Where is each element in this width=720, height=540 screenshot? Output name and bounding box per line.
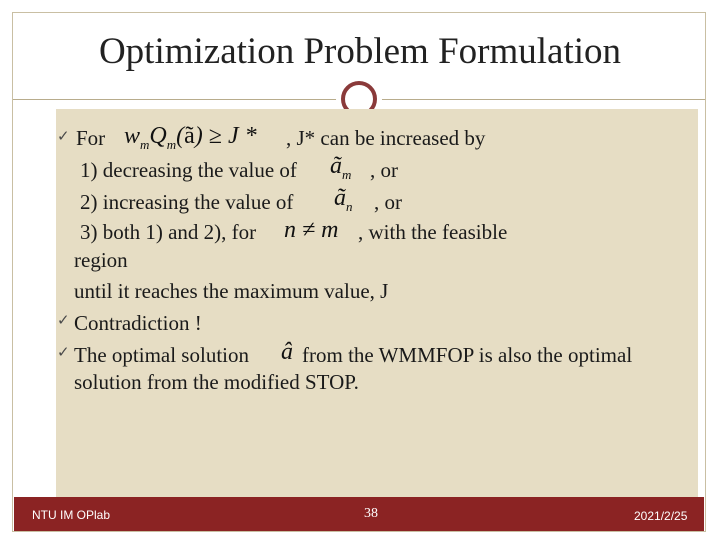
- line-both: 3) both 1) and 2), for: [80, 220, 257, 244]
- bullet-1-prefix: For: [76, 126, 106, 150]
- bullet-1-suffix: , J* can be increased by: [286, 126, 486, 150]
- footer-date: 2021/2/25: [634, 509, 688, 523]
- formula-wmQm: $w_mQ_m(ã) \ge J$ *: [124, 123, 257, 152]
- formula-a-m: $ã_m$: [330, 153, 352, 182]
- check-icon: ✓: [57, 345, 70, 361]
- footer-page-number: 38: [364, 506, 378, 521]
- line-decreasing: 1) decreasing the value of: [80, 158, 297, 182]
- formula-n-neq-m: n ≠ m: [284, 217, 339, 243]
- line-decreasing-suffix: , or: [370, 158, 398, 182]
- bullet-3-suffix: from the WMMFOP is also the optimal: [302, 343, 633, 367]
- footer-lab-name: NTU IM OPlab: [32, 508, 111, 522]
- formula-a-hat: â: [281, 339, 293, 365]
- bullet-3-prefix: The optimal solution: [74, 343, 249, 367]
- line-both-suffix: , with the feasible: [358, 220, 508, 244]
- slide-title: Optimization Problem Formulation: [98, 31, 622, 72]
- check-icon: ✓: [57, 313, 70, 329]
- line-region: region: [74, 248, 128, 272]
- line-until: until it reaches the maximum value, J: [74, 279, 389, 303]
- bullet-3-line2: solution from the modified STOP.: [74, 370, 359, 394]
- line-increasing-suffix: , or: [374, 190, 402, 214]
- bullet-2-text: Contradiction !: [74, 311, 202, 335]
- formula-a-n: $ã_n$: [334, 185, 353, 214]
- footer-bar: [14, 497, 704, 531]
- line-increasing: 2) increasing the value of: [80, 190, 294, 214]
- check-icon: ✓: [57, 129, 70, 145]
